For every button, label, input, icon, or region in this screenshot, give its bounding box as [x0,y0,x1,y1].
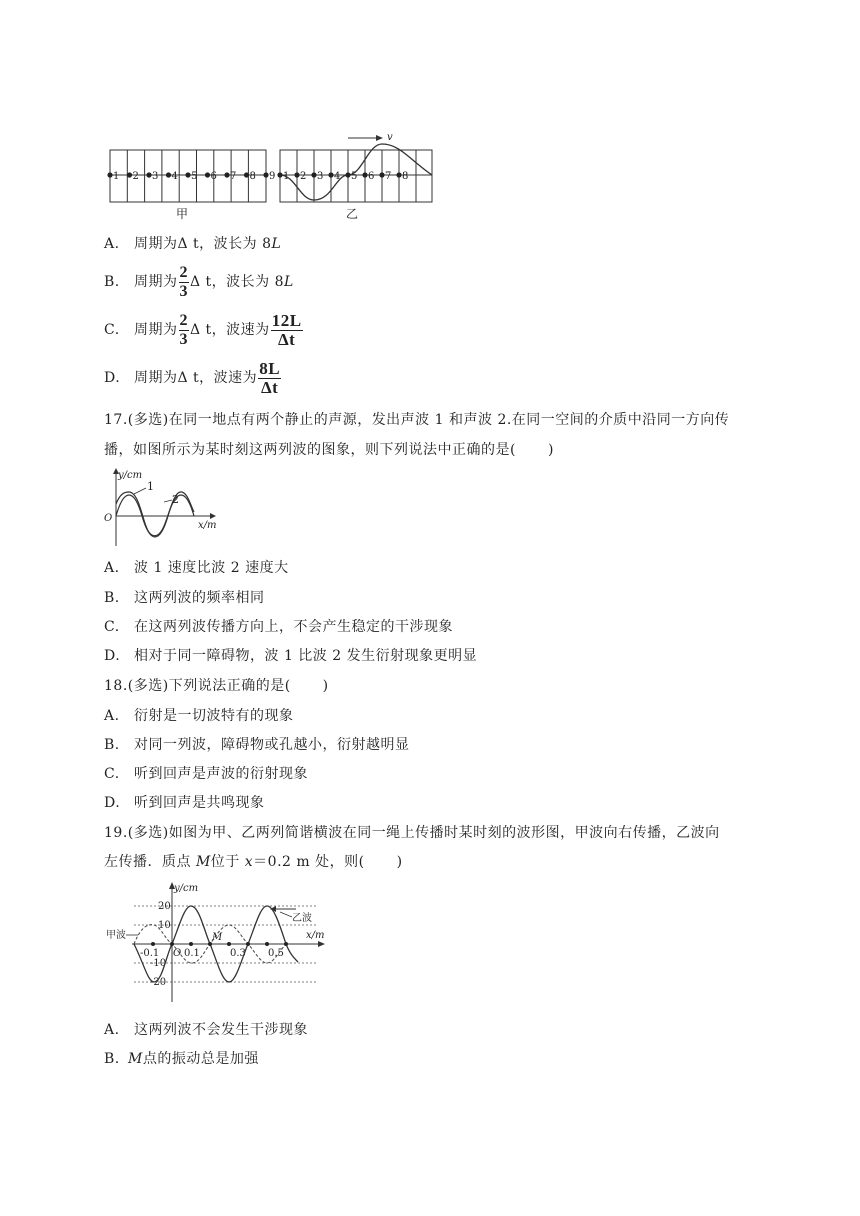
y-tick-10: 10 [158,920,171,931]
q17-option-c[interactable]: C. 在这两列波传播方向上，不会产生稳定的干涉现象 [104,619,453,635]
yi-point-label-7: 7 [385,171,392,182]
rope-jia-points [107,171,275,182]
jia-point-label-5: 5 [191,171,198,182]
q16-option-d[interactable]: D. 周期为Δ t，波速为 $\frac{8L}{\Delta t}$ [104,358,281,397]
yi-point-label-8: 8 [402,171,409,182]
yi-point-7 [379,172,384,177]
yi-point-label-4: 4 [334,171,341,182]
x-axis-label: x/m [198,520,217,531]
jia-point-label-1: 1 [113,171,120,182]
yi-point-3 [311,172,316,177]
yi-point-label-5: 5 [351,171,358,182]
yi-wave-label: 乙波 [292,913,312,924]
jia-point-2 [127,172,132,177]
wave-2-curve [116,492,194,536]
q17-stem-line2: 播，如图所示为某时刻这两列波的图象，则下列说法中正确的是( ) [104,442,554,458]
x-axis-arrow-icon [318,941,325,947]
yi-point-label-6: 6 [368,171,375,182]
jia-point-8 [244,172,249,177]
jia-point-label-7: 7 [230,171,237,182]
jia-point-1 [107,172,112,177]
q17-option-d[interactable]: D. 相对于同一障碍物，波 1 比波 2 发生衍射现象更明显 [104,648,478,664]
origin-label: O [173,948,182,959]
q17-option-a[interactable]: A. 波 1 速度比波 2 速度大 [104,560,289,576]
jia-wave-label: 甲波 [106,930,126,941]
q16-option-a[interactable]: A. 周期为Δ t，波长为 8L [104,236,282,252]
velocity-label: v [387,132,393,143]
yi-point-label-1: 1 [283,171,290,182]
origin-label: O [104,513,113,524]
q19-stem-line2: 左传播．质点 M位于 x＝0.2 m 处，则( ) [104,854,403,870]
jia-point-9 [263,172,268,177]
y-tick-neg20: -20 [150,977,167,988]
q19-wave-graph [104,880,334,1006]
q16-option-c[interactable]: C. 周期为 $\frac{2}{3}$ Δ t，波速为 $\frac{12L}{\Delta t}$ [104,310,302,349]
jia-point-label-2: 2 [132,171,139,182]
x-axis-label: x/m [306,930,325,941]
y-axis-label: y/cm [118,470,143,481]
q18-option-c[interactable]: C. 听到回声是声波的衍射现象 [104,766,308,782]
option-letter: B. [104,274,120,290]
y-tick-20: 20 [158,901,171,912]
yi-wave-leader [280,912,292,917]
jia-point-7 [224,172,229,177]
jia-point-label-6: 6 [210,171,217,182]
q16-rope-figure [100,132,440,224]
arrow-head-icon [376,135,383,141]
yi-point-label-3: 3 [317,171,324,182]
x-tick-05: 0.5 [268,948,284,959]
jia-point-label-4: 4 [171,171,178,182]
q19-stem-line1: 19.(多选)如图为甲、乙两列简谐横波在同一绳上传播时某时刻的波形图，甲波向右传播，乙波向 [104,825,720,841]
fraction-two-thirds: $\frac{2}{3}$ [179,263,188,300]
fraction-wave-speed: $\frac{12L}{\Delta t}$ [271,310,302,349]
q17-stem-line1: 17.(多选)在同一地点有两个静止的声源，发出声波 1 和声波 2.在同一空间的介质中沿同一方向传 [104,412,730,428]
q18-stem: 18.(多选)下列说法正确的是( ) [104,678,329,694]
jia-point-label-3: 3 [152,171,159,182]
x-tick-03: 0.3 [230,948,246,959]
option-letter: C. [104,322,120,338]
q16-option-b[interactable]: B. 周期为 $\frac{2}{3}$ Δ t，波长为 8L [104,262,294,302]
yi-point-6 [362,172,367,177]
yi-point-label-2: 2 [300,171,307,182]
yi-point-1 [277,172,282,177]
y-tick-neg10: -10 [150,958,167,969]
q18-option-d[interactable]: D. 听到回声是共鸣现象 [104,795,265,811]
jia-point-6 [205,172,210,177]
fraction-wave-speed: $\frac{8L}{\Delta t}$ [259,358,281,397]
x-axis-arrow-icon [210,513,216,519]
yi-point-2 [294,172,299,177]
q17-wave-graph [102,466,226,550]
wave-1-label: 1 [147,480,154,493]
jia-point-3 [146,172,151,177]
option-letter: A. [104,236,120,252]
jia-point-label-9: 9 [269,171,276,182]
fig-label-yi: 乙 [346,207,359,221]
fraction-two-thirds: $\frac{2}{3}$ [179,311,188,348]
q19-option-b[interactable]: B. M点的振动总是加强 [104,1051,259,1067]
wave-2-label: 2 [172,493,179,506]
jia-point-5 [185,172,190,177]
yi-point-5 [345,172,350,177]
jia-point-label-8: 8 [249,171,256,182]
wave-1-leader [134,488,146,494]
option-letter: D. [104,370,121,386]
wave-2-leader [164,500,172,502]
x-tick-neg01: -0.1 [140,948,160,959]
x-tick-01: 0.1 [184,948,200,959]
point-m-label: M [212,932,223,943]
y-axis-label: y/cm [174,883,199,894]
q18-option-b[interactable]: B. 对同一列波，障碍物或孔越小，衍射越明显 [104,737,410,753]
jia-point-4 [166,172,171,177]
q19-option-a[interactable]: A. 这两列波不会发生干涉现象 [104,1022,308,1038]
q18-option-a[interactable]: A. 衍射是一切波特有的现象 [104,708,294,724]
yi-point-4 [328,172,333,177]
yi-point-8 [396,172,401,177]
q17-option-b[interactable]: B. 这两列波的频率相同 [104,590,265,606]
fig-label-jia: 甲 [176,207,189,221]
